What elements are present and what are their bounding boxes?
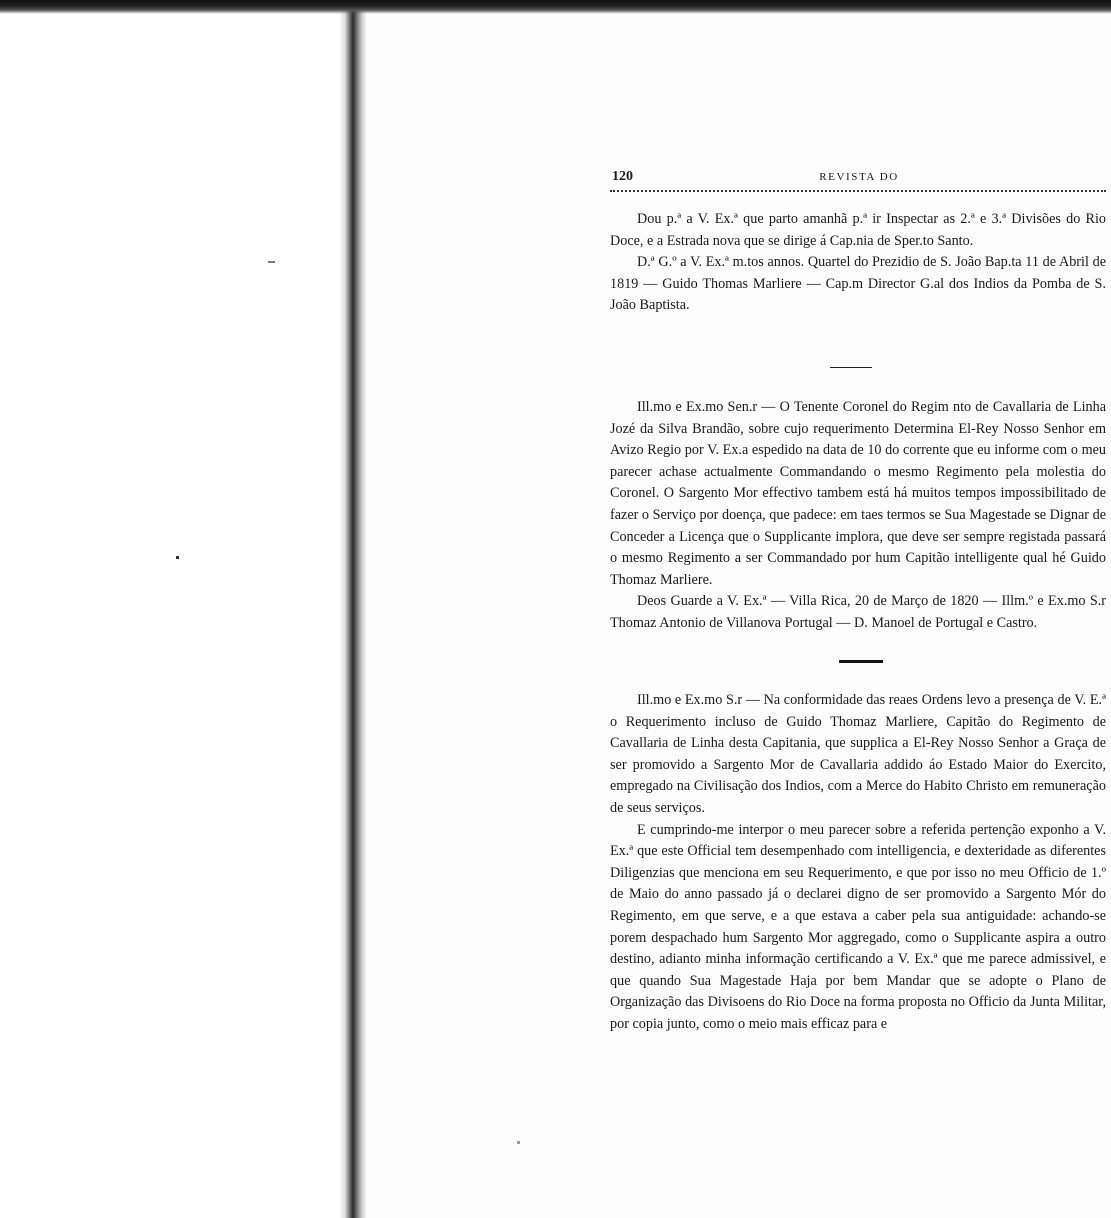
letter-3 (610, 690, 1106, 1036)
paragraph: Ill.mo e Ex.mo Sen.r — O Tenente Coronel do Regim nto de Cavallaria de Linha Jozé da Silva Brandão, sobre cujo requerimento Determina El-Rey Nosso Senhor em Avizo Regio por V. Ex.a espedido na data de 10 do corrente que eu informe com o meu parecer achase actualmente Commandando o mesmo Regimento pela molestia do Coronel. O Sargento Mor effectivo tambem está há muitos tempos impossibilitado de fazer o Serviço por doença, que padece: em taes termos se Sua Magestade se Dignar de Conceder a Licença que o Supplicante implora, que deve ser sempre registada passará o mesmo Regimento a ser Commandado por hum Capitão intelligente qual hé Guido Thomaz Marliere. (610, 399, 1106, 588)
scan-speck (176, 556, 179, 559)
scan-top-edge (0, 0, 1111, 14)
left-blank-page (0, 0, 352, 1218)
book-gutter-shadow (339, 0, 367, 1218)
paragraph: Deos Guarde a V. Ex.ª — Villa Rica, 20 de Março de 1820 — Illm.º e Ex.mo S.r Thomaz Antonio de Villanova Portugal — D. Manoel de Portugal e Castro. (610, 593, 1106, 631)
paragraph: E cumprindo-me interpor o meu parecer sobre a referida pertenção exponho a V. Ex.ª que este Official tem desempenhado com intelligencia, e dexteridade as diferentes Diligenzias que menciona em seu Requerimento, e que por isso no meu Officio de 1.º de Maio do anno passado já o declarei digno de ser promovido a Sargento Mór do Regimento, em que serve, e a que estava a caber pela sua antiguidade: achando-se porem despachado hum Sargento Mor aggregado, como o Supplicante aspira a outro destino, adianto minha informação certificando a V. Ex.ª que me parece admissivel, e que quando Sua Magestade Haja por bem Mandar que se adopte o Plano de Organização das Divisoens do Rio Doce na forma proposta no Officio da Junta Militar, por copia junto, como o meio mais efficaz para e (610, 821, 1106, 1032)
header-rule (610, 190, 1106, 192)
paragraph: Ill.mo e Ex.mo S.r — Na conformidade das reaes Ordens levo a presença de V. E.ª o Requerimento incluso de Guido Thomaz Marliere, Capitão do Regimento de Cavallaria de Linha desta Capitania, que supplica a El-Rey Nosso Senhor a Graça de ser promovido a Sargento Mor de Cavallaria addido áo Estado Maior do Exercito, empregado na Civilisação dos Indios, com a Merce do Habito Christo em remuneração de seus serviços. (610, 692, 1106, 816)
page-number: 120 (612, 169, 633, 184)
scan-speck (268, 261, 275, 263)
scan-speck (517, 1141, 520, 1144)
paragraph: D.ª G.º a V. Ex.ª m.tos annos. Quartel do Prezidio de S. João Bap.ta 11 de Abril de 1819 — Guido Thomas Marliere — Cap.m Director G.al dos Indios da Pomba de S. João Baptista. (610, 254, 1106, 314)
section-separator (839, 660, 883, 663)
section-separator (830, 367, 872, 368)
running-title: REVISTA DO (819, 171, 899, 183)
paragraph: Dou p.ª a V. Ex.ª que parto amanhã p.ª ir Inspectar as 2.ª e 3.ª Divisões do Rio Doce, e a Estrada nova que se dirige á Cap.nia de Sper.to Santo. (610, 211, 1106, 249)
letter-1 (610, 209, 1106, 317)
page-header (612, 169, 1106, 189)
letter-2 (610, 397, 1106, 635)
